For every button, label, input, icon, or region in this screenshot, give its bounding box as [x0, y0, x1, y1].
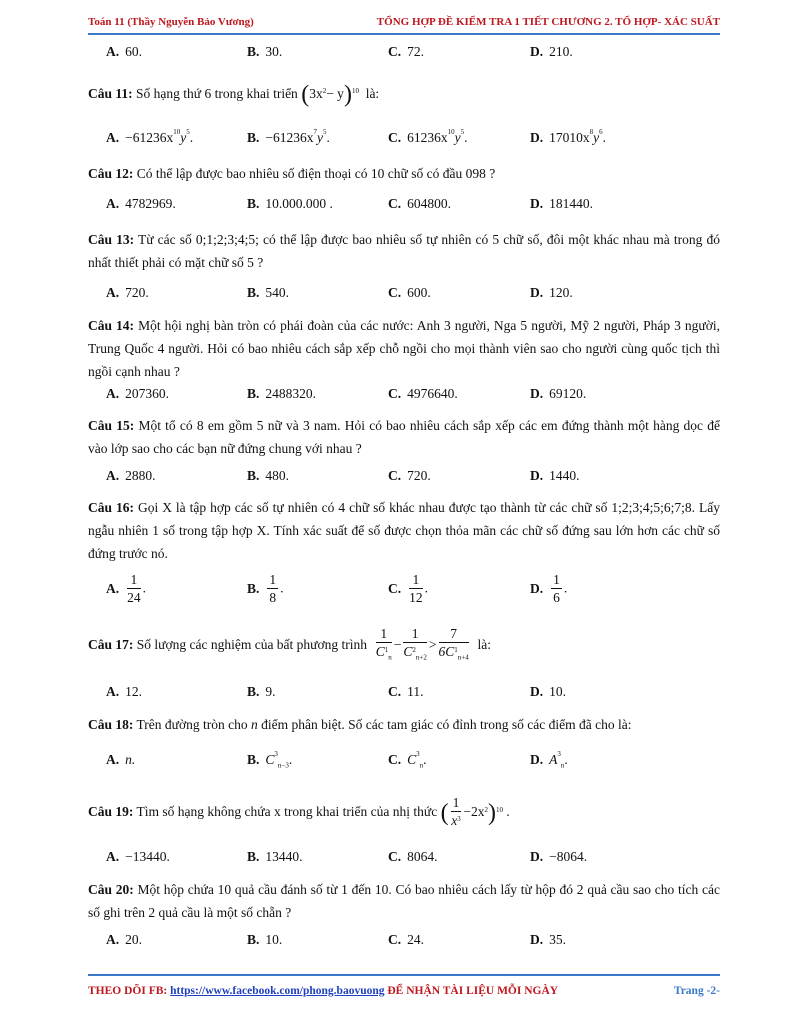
option-a: A. 4782969. [106, 196, 176, 211]
page-footer [88, 985, 720, 1003]
question-11: Câu 11: Số hạng thứ 6 trong khai triển $(3x^2- y)^{10}$ là: [88, 81, 380, 108]
option-a: A. 20. [106, 932, 142, 947]
options-q11 [106, 130, 706, 152]
option-c: C. 72. [388, 44, 424, 59]
footer-prefix: THEO DÕI FB: [88, 985, 168, 997]
option-a: A. $\frac{1}{24}$ . [106, 572, 146, 605]
option-d: D. $A^3_n$. [530, 750, 568, 770]
option-d: D. 181440. [530, 196, 593, 211]
option-d: D. 210. [530, 44, 573, 59]
option-a: A. 60. [106, 44, 142, 59]
option-a: A. $-61236x^{10}y^5$. [106, 128, 194, 145]
option-d: D. 35. [530, 932, 566, 947]
option-d: D. $\frac{1}{6}$ . [530, 572, 568, 605]
option-a: A. 720. [106, 285, 149, 300]
option-b: B. 10.000.000 . [247, 196, 333, 211]
option-c: C. 8064. [388, 849, 438, 864]
option-d: D. $17010x^8y^6$. [530, 128, 606, 145]
option-c: C. 4976640. [388, 386, 458, 401]
option-c: C. 600. [388, 285, 431, 300]
option-b: B. 9. [247, 684, 276, 699]
question-12: Câu 12: Có thể lập được bao nhiêu số điện thoại có 10 chữ số có đầu 098 ? [88, 166, 496, 181]
option-c: C. 11. [388, 684, 424, 699]
question-15: Câu 15: Một tổ có 8 em gồm 5 nữ và 3 nam. Hỏi có bao nhiêu cách sắp xếp các em đứng thành một hàng dọc để vào lớp sao cho các bạn nữ đứng chung với nhau ? [88, 418, 720, 456]
footer-rule [88, 974, 720, 976]
question-13: Câu 13: Từ các số 0;1;2;3;4;5; có thể lập được bao nhiêu số tự nhiên có 5 chữ số, đôi một khác nhau mà trong đó nhất thiết phải có mặt chữ số 5 ? [88, 232, 720, 270]
option-c: C. $61236x^{10}y^5$. [388, 128, 468, 145]
option-d: D. 10. [530, 684, 566, 699]
option-b: B. $C^3_{n-3}$. [247, 750, 293, 770]
option-c: C. 24. [388, 932, 424, 947]
header-left: Toán 11 (Thầy Nguyễn Bảo Vương) [88, 16, 254, 28]
option-d: D. 1440. [530, 468, 580, 483]
question-20: Câu 20: Một hộp chứa 10 quả cầu đánh số từ 1 đến 10. Có bao nhiêu cách lấy từ hộp đó 2 quả cầu sao cho tích các số ghi trên 2 quả cầu là một số chẵn ? [88, 882, 721, 920]
option-b: B. 480. [247, 468, 290, 483]
options-q10 [106, 44, 706, 66]
options-q19 [106, 849, 706, 871]
options-q14 [106, 386, 706, 408]
facebook-link[interactable]: https://www.facebook.com/phong.baovuong [170, 985, 385, 997]
option-b: B. 13440. [247, 849, 303, 864]
options-q13 [106, 285, 706, 307]
option-c: C. $C^3_n$. [388, 750, 427, 770]
options-q17 [106, 684, 706, 706]
option-a: A. −13440. [106, 849, 170, 864]
options-q20 [106, 932, 706, 954]
question-16: Câu 16: Gọi X là tập hợp các số tự nhiên có 4 chữ số khác nhau được tạo thành từ các chữ số 1;2;3;4;5;6;7;8. Lấy ngẫu nhiên 1 số trong tập hợp X. Tính xác suất để số được chọn thỏa mãn các chữ số đứng sau lớn hơn các chữ số đứng trước nó. [88, 500, 720, 561]
option-d: D. 69120. [530, 386, 587, 401]
header-rule [88, 33, 720, 35]
option-b: B. 30. [247, 44, 283, 59]
option-c: C. 720. [388, 468, 431, 483]
question-17: Câu 17: Số lượng các nghiệm của bất phương trình $\frac{1}{C^1_n}$ − $\frac{1}{C^2_{n+2}}$ > $\frac{7}{6C^1_{n+4}}$ là: [88, 625, 491, 662]
option-a: A. 12. [106, 684, 142, 699]
page-number: Trang -2- [673, 985, 720, 997]
footer-suffix: ĐỂ NHẬN TÀI LIỆU MỖI NGÀY [387, 985, 559, 997]
option-a: A. n. [106, 752, 136, 767]
options-q16 [106, 572, 706, 616]
options-q15 [106, 468, 706, 490]
option-b: B. 10. [247, 932, 283, 947]
option-b: B. 2488320. [247, 386, 317, 401]
question-14: Câu 14: Một hội nghị bàn tròn có phái đoàn của các nước: Anh 3 người, Nga 5 người, Mỹ 2 người, Pháp 3 người, Trung Quốc 4 người. Hỏi có bao nhiêu cách sắp xếp chỗ ngồi cho mọi thành viên sao cho người cùng quốc tịch thì ngồi cạnh nhau ? [88, 318, 720, 379]
options-q18 [106, 752, 706, 774]
page-header [88, 13, 720, 33]
option-b: B. $-61236x^7y^5$. [247, 128, 330, 145]
header-right: TỔNG HỢP ĐỀ KIỂM TRA 1 TIẾT CHƯƠNG 2. TỔ HỢP- XÁC SUẤT [376, 16, 720, 28]
option-b: B. 540. [247, 285, 290, 300]
option-c: C. 604800. [388, 196, 451, 211]
question-19: Câu 19: Tìm số hạng không chứa x trong khai triển của nhị thức ( $\frac{1}{x^3}$ $-2x^2)^{10}$ . [88, 795, 510, 829]
option-a: A. 2880. [106, 468, 156, 483]
option-b: B. $\frac{1}{8}$ . [247, 572, 284, 605]
options-q12 [106, 196, 706, 218]
option-d: D. 120. [530, 285, 573, 300]
option-c: C. $\frac{1}{12}$ . [388, 572, 428, 605]
option-d: D. −8064. [530, 849, 588, 864]
option-a: A. 207360. [106, 386, 169, 401]
question-18: Câu 18: Trên đường tròn cho n điểm phân biệt. Số các tam giác có đỉnh trong số các điểm đã cho là: [88, 717, 632, 732]
